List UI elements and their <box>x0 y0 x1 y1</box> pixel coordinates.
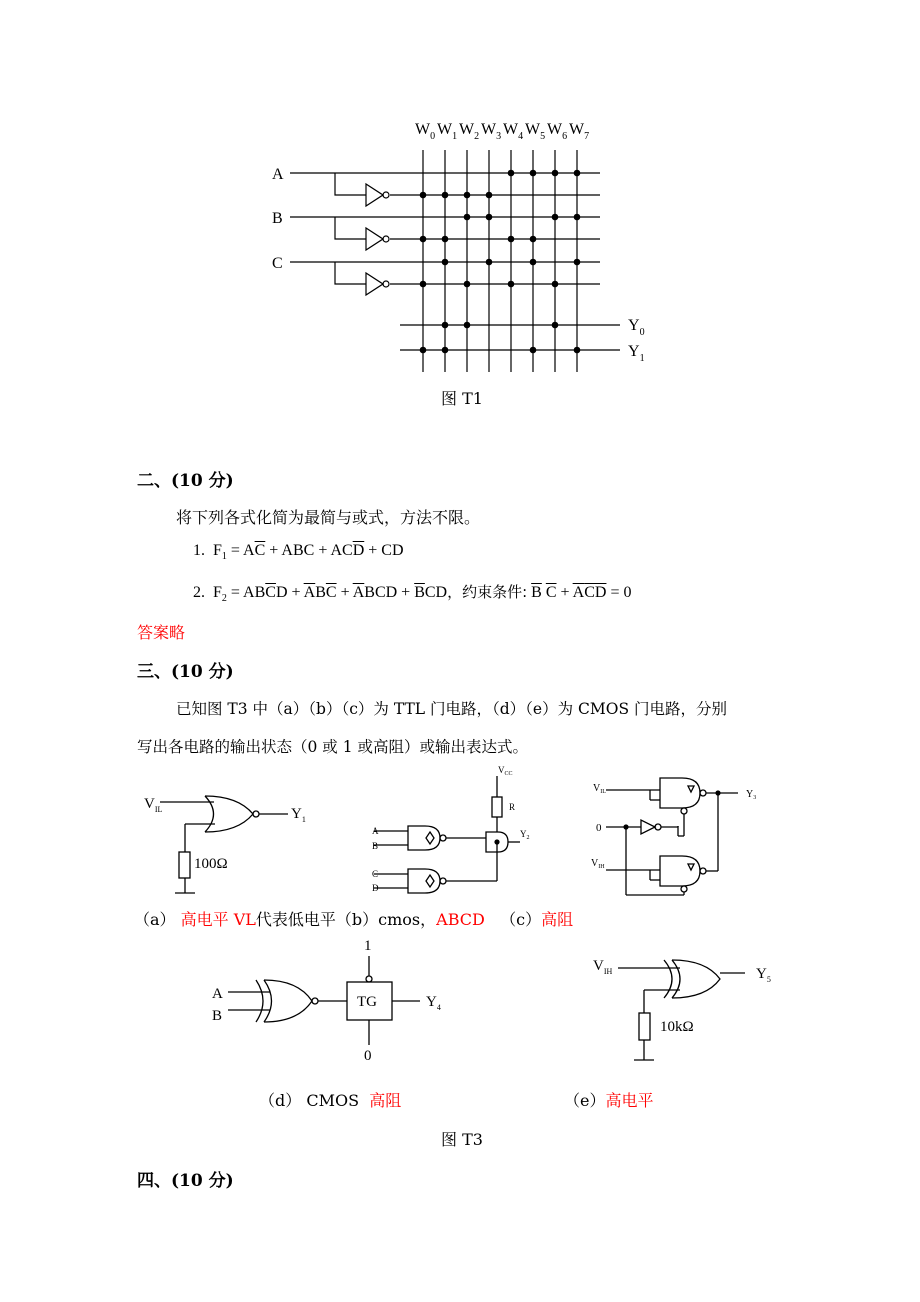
figure-t1-caption: 图 T1 <box>441 389 483 408</box>
section-2-intro: 将下列各式化简为最简与或式，方法不限。 <box>176 508 481 527</box>
svg-text:TG: TG <box>357 994 377 1010</box>
svg-text:Y2: $Y_2$ <box>520 829 530 841</box>
svg-text:1: 1 <box>364 938 372 954</box>
svg-text:VIH: $V_{IH}$ <box>593 958 613 976</box>
svg-text:D: D <box>372 883 379 893</box>
answer-d: （d） CMOS 高阻 <box>259 1091 402 1110</box>
section-4-heading: 四、(10 分) <box>137 1171 234 1191</box>
figure-t1-array <box>0 0 920 420</box>
answer-b: ABCD <box>436 910 485 929</box>
svg-text:A: A <box>212 986 223 1002</box>
svg-text:VIL: $V_{IL}$ <box>144 796 163 814</box>
svg-text:Y5: $Y_5$ <box>756 966 771 984</box>
answer-a: 高电平 VL <box>180 910 256 929</box>
section-2-answer: 答案略 <box>137 623 186 642</box>
input-a-label: A <box>272 166 284 183</box>
svg-text:C: C <box>372 869 379 879</box>
section-3-heading: 三、(10 分) <box>137 662 234 682</box>
svg-text:W1: $W_1$ <box>437 121 458 142</box>
svg-text:Y4: $Y_4$ <box>426 994 441 1012</box>
svg-text:Y3: $Y_3$ <box>746 789 757 801</box>
svg-text:10kΩ: 10kΩ <box>660 1019 694 1035</box>
svg-text:0: 0 <box>364 1048 372 1064</box>
svg-text:B: B <box>212 1008 223 1024</box>
svg-text:W6: $W_6$ <box>547 121 568 142</box>
svg-text:W5: $W_5$ <box>525 121 546 142</box>
svg-text:A: A <box>372 826 379 836</box>
svg-text:B: B <box>372 841 379 851</box>
section-3-line1: 已知图 T3 中（a）（b）（c）为 TTL 门电路，（d）（e）为 CMOS 门电路，分别 <box>176 700 728 718</box>
svg-text:Y0: $Y_0$ <box>628 317 645 338</box>
svg-text:VIH: $V_{IH}$ <box>591 858 605 870</box>
svg-text:W3: $W_3$ <box>481 121 502 142</box>
svg-text:Y1: $Y_1$ <box>628 343 645 364</box>
answer-c: 高阻 <box>541 910 574 929</box>
formula-1: 1. $F_1 = A\overline{C}$ + ABC + $AC\overline{D}$ + CD <box>193 542 404 562</box>
svg-text:R: R <box>509 802 516 812</box>
svg-text:0: 0 <box>596 822 602 834</box>
svg-text:W4: $W_4$ <box>503 121 524 142</box>
answer-row-1: （a） 高电平 VL代表低电平（b）cmos，ABCD （c）高阻 <box>134 910 574 929</box>
figure-t3-caption: 图 T3 <box>441 1130 483 1149</box>
svg-text:100Ω: 100Ω <box>194 856 228 872</box>
svg-text:W7: $W_7$ <box>569 121 590 142</box>
input-b-label: B <box>272 210 283 227</box>
answer-a-note: 代表低电平（b）cmos， <box>255 910 437 929</box>
svg-text:Y1: $Y_1$ <box>291 806 306 824</box>
svg-text:VCC: $V_{CC}$ <box>498 765 513 777</box>
svg-text:VIL: $V_{IL}$ <box>593 783 606 795</box>
svg-text:W0: $W_0$ <box>415 121 436 142</box>
answer-e: （e）高电平 <box>564 1091 654 1110</box>
section-3-line2: 写出各电路的输出状态（0 或 1 或高阻）或输出表达式。 <box>137 738 529 756</box>
input-c-label: C <box>272 255 283 272</box>
svg-text:W2: $W_2$ <box>459 121 480 142</box>
section-2-heading: 二、(10 分) <box>137 471 234 491</box>
formula-2: 2. $F_2 = AB\overline{C}D + \overline{A}B\overline{C} + \overline{A}BCD + \overline{B}CD$，约束条件: $\overline{B}$ $\overline{C} + \overline{A}\overline{CD} = 0$ <box>193 583 632 604</box>
